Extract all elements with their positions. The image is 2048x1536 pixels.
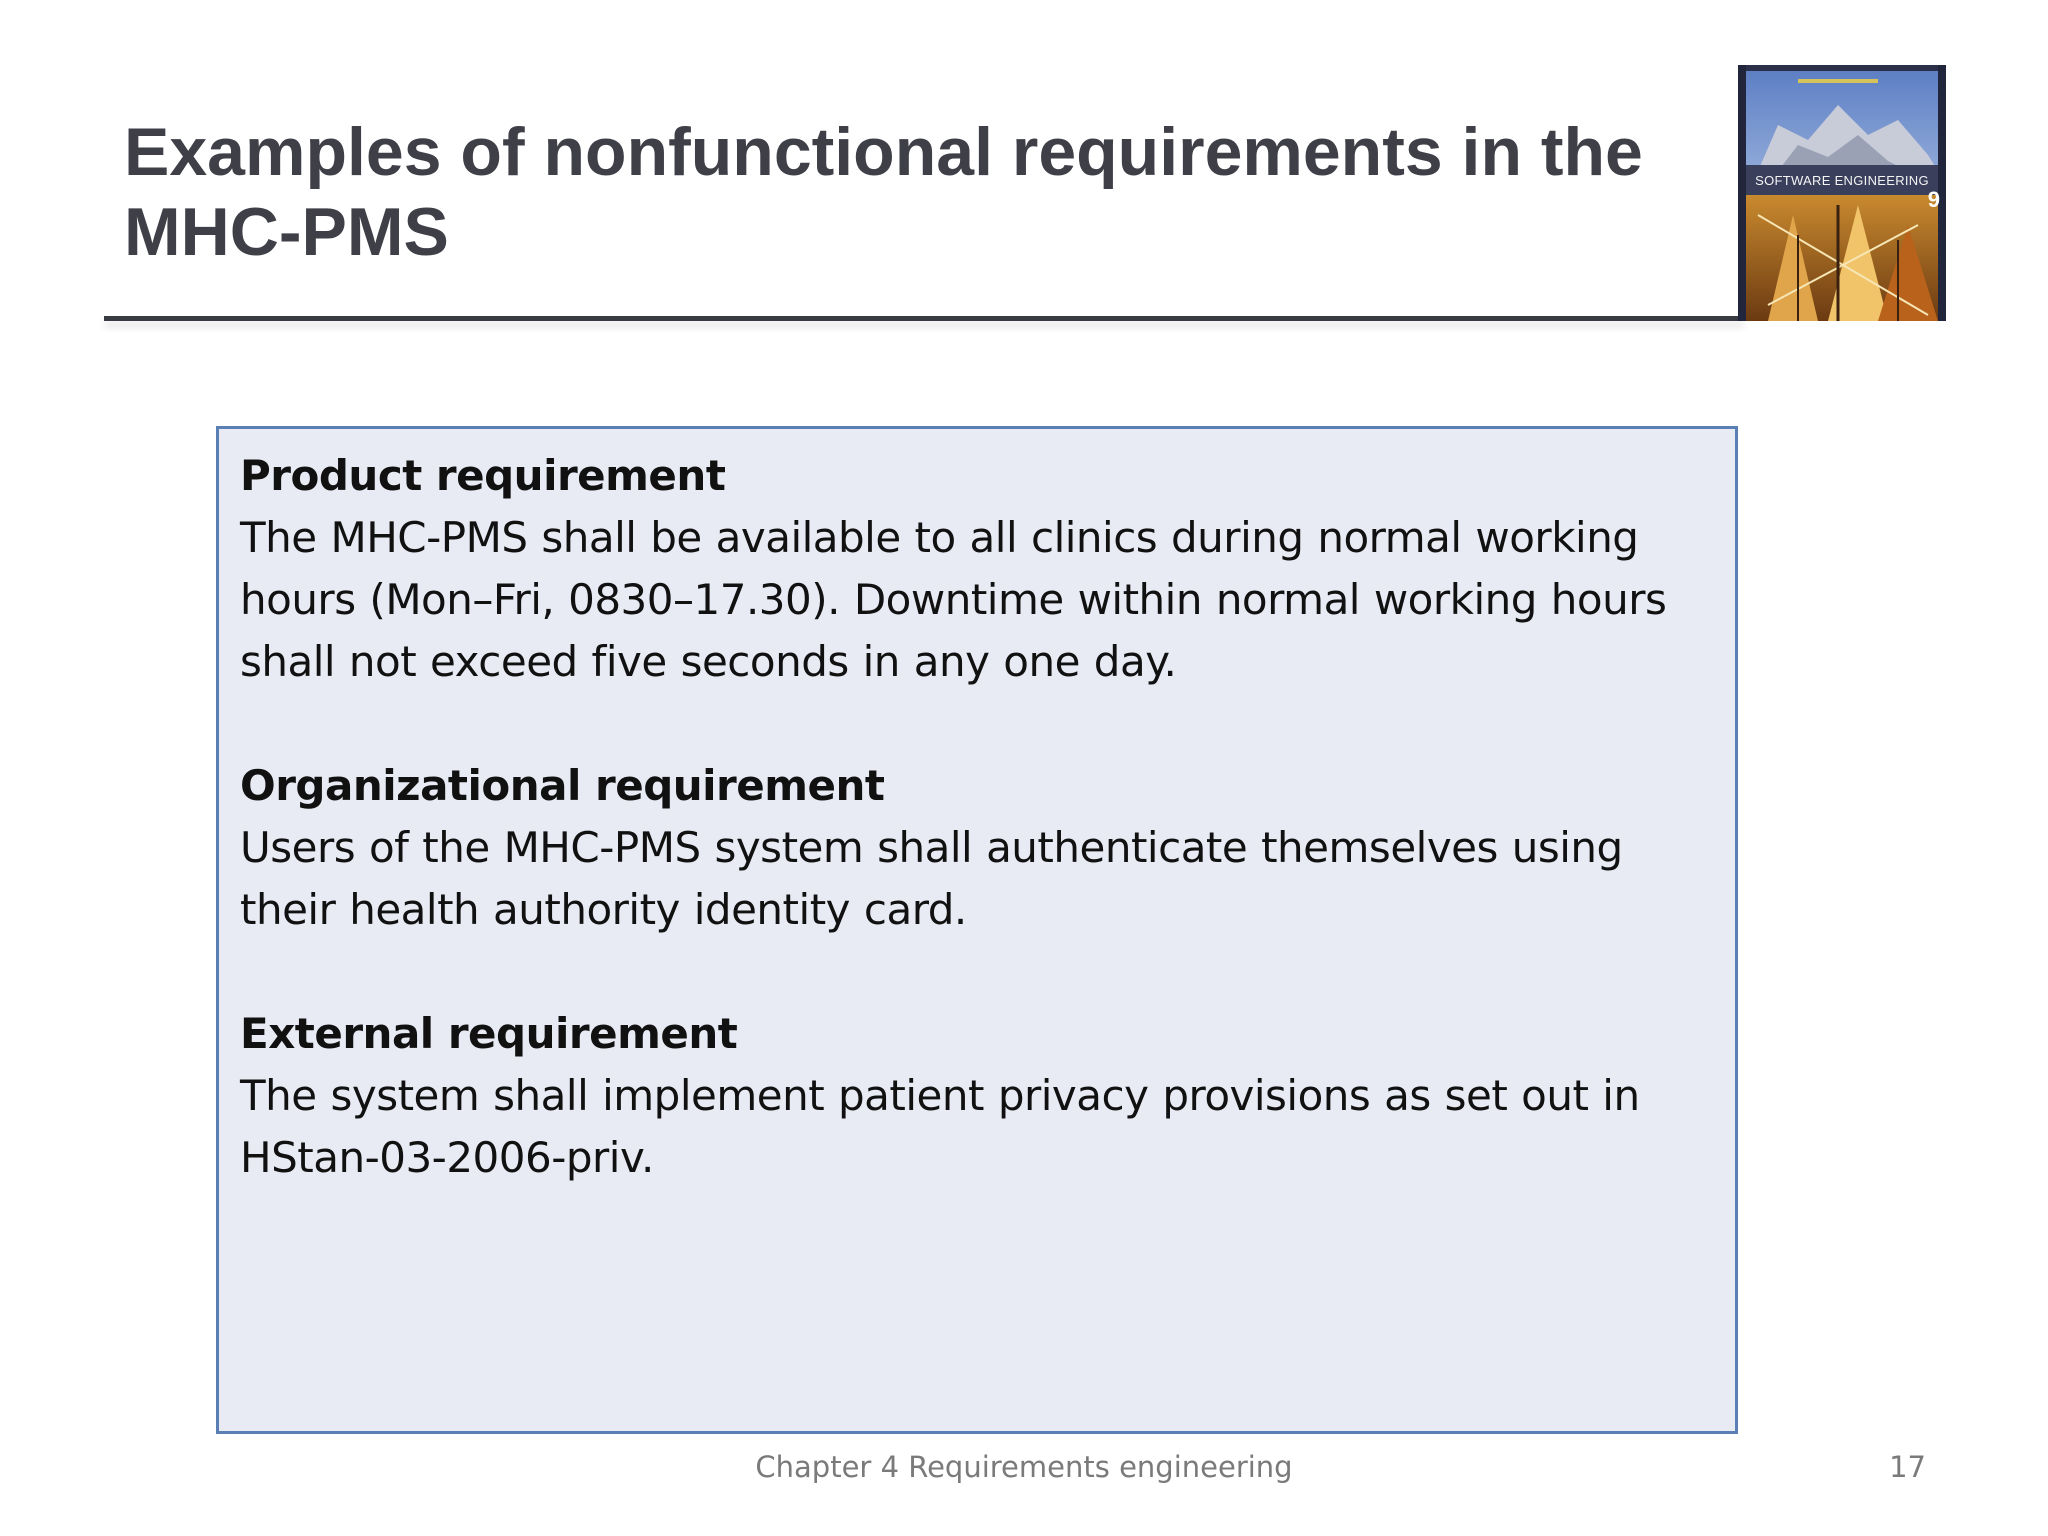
external-requirement — [240, 1003, 1713, 1189]
book-cover-art — [1738, 65, 1946, 321]
slide-footer: Chapter 4 Requirements engineering — [755, 1450, 1293, 1484]
title-divider — [104, 316, 1744, 321]
book-cover-edition: 9 — [1927, 187, 1940, 212]
requirement-text: Users of the MHC-PMS system shall authenticate themselves using their health authority identity card. — [240, 823, 1623, 934]
book-cover-image — [1738, 65, 1946, 321]
requirement-text: The system shall implement patient privacy provisions as set out in HStan-03-2006-priv. — [240, 1071, 1640, 1182]
requirement-heading: Product requirement — [240, 451, 726, 500]
requirement-text: The MHC-PMS shall be available to all clinics during normal working hours (Mon–Fri, 0830–17.30). Downtime within normal working hours shall not exceed five seconds in any one day. — [240, 513, 1667, 686]
requirement-heading: Organizational requirement — [240, 761, 885, 810]
requirements-box — [216, 426, 1738, 1434]
page-number: 17 — [1889, 1450, 1926, 1484]
organizational-requirement — [240, 755, 1713, 941]
requirement-heading: External requirement — [240, 1009, 738, 1058]
product-requirement — [240, 445, 1713, 693]
slide-title: Examples of nonfunctional requirements in the MHC-PMS — [124, 114, 1643, 270]
book-cover-title: SOFTWARE ENGINEERING — [1755, 173, 1929, 188]
